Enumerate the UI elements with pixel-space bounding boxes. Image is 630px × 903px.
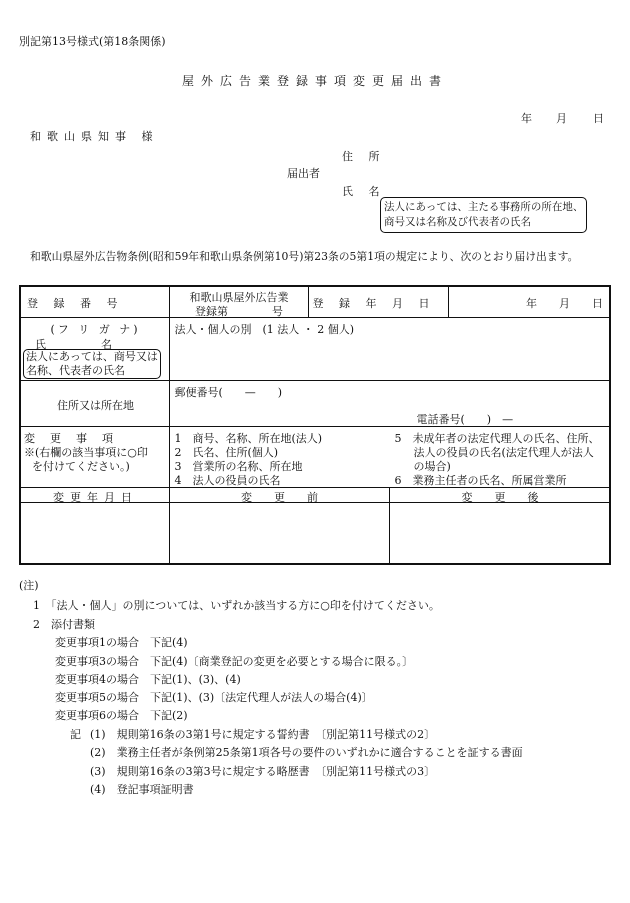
reg-prefix-line-1: 和歌山県屋外広告業 bbox=[189, 291, 289, 304]
reg-date-value-cell[interactable] bbox=[448, 286, 610, 317]
change-item-5[interactable]: 5 未成年者の法定代理人の氏名、住所、 bbox=[394, 431, 600, 445]
change-before-value[interactable] bbox=[169, 502, 389, 564]
applicant-address-label: 住 所 bbox=[342, 150, 386, 163]
change-items-note-1: ※(右欄の該当事項に○印 bbox=[24, 445, 148, 459]
ki-label: 記 bbox=[70, 728, 81, 741]
name-note-line-2: 名称、代表者の氏名 bbox=[26, 363, 125, 377]
address-label-cell bbox=[20, 380, 169, 426]
address-value-cell[interactable] bbox=[169, 380, 610, 426]
change-items-label: 変 更 事 項 bbox=[24, 431, 115, 445]
phone-field[interactable]: 電話番号( ) — bbox=[416, 412, 514, 426]
attach-doc-3: (3) 規則第16条の3第3号に規定する略歴書 〔別記第11号様式の3〕 bbox=[90, 765, 436, 778]
change-date-value[interactable] bbox=[20, 502, 169, 564]
registration-change-table bbox=[19, 285, 611, 565]
col-before-header bbox=[169, 487, 389, 502]
name-note-line-1: 法人にあっては、商号又は bbox=[26, 349, 158, 363]
postal-code-field[interactable]: 郵便番号( — ) bbox=[174, 385, 283, 399]
note-2: 2 添付書類 bbox=[33, 618, 95, 631]
name-value-cell[interactable] bbox=[169, 317, 610, 380]
change-item-1[interactable]: 1 商号、名称、所在地(法人) bbox=[174, 431, 323, 445]
attach-case-4: 変更事項4の場合 下記(1)、(3)、(4) bbox=[55, 673, 241, 686]
attach-doc-4: (4) 登記事項証明書 bbox=[90, 783, 194, 796]
page-title: 屋外広告業登録事項変更届出書 bbox=[181, 74, 448, 88]
col-after-label: 変 更 後 bbox=[461, 490, 539, 504]
applicant-name-label: 氏 名 bbox=[342, 185, 386, 198]
reg-number-label-cell bbox=[20, 286, 169, 317]
change-item-4[interactable]: 4 法人の役員の氏名 bbox=[174, 473, 281, 487]
reg-number-cell[interactable] bbox=[169, 286, 308, 317]
reg-date-value: 年 月 日 bbox=[526, 297, 603, 310]
address-label: 住所又は所在地 bbox=[57, 398, 134, 412]
change-item-3[interactable]: 3 営業所の名称、所在地 bbox=[174, 459, 303, 473]
attach-case-5: 変更事項5の場合 下記(1)、(3)〔法定代理人が法人の場合(4)〕 bbox=[55, 691, 373, 704]
name-label: 氏 名 bbox=[35, 337, 112, 351]
change-item-6[interactable]: 6 業務主任者の氏名、所属営業所 bbox=[394, 473, 567, 487]
corporate-note bbox=[380, 197, 587, 233]
attach-doc-2: (2) 業務主任者が条例第25条第1項各号の要件のいずれかに適合することを証する書面 bbox=[90, 746, 523, 759]
reg-number-label: 登 録 番 号 bbox=[27, 297, 124, 310]
attach-case-1: 変更事項1の場合 下記(4) bbox=[55, 636, 188, 649]
col-date-label: 変更年月日 bbox=[53, 490, 138, 504]
reg-prefix-line-2: 登録第 号 bbox=[195, 305, 283, 318]
notes-heading: (注) bbox=[19, 579, 39, 592]
corporate-note-line-2: 商号又は名称及び代表者の氏名 bbox=[384, 216, 531, 228]
col-before-label: 変 更 前 bbox=[241, 490, 318, 504]
corp-indiv-selector[interactable]: 法人・個人の別 (1 法人 ・ 2 個人) bbox=[174, 322, 355, 336]
change-items-note-2: を付けてください。) bbox=[32, 459, 130, 473]
attach-case-6: 変更事項6の場合 下記(2) bbox=[55, 709, 188, 722]
applicant-notifier-label: 届出者 bbox=[287, 167, 320, 180]
change-item-5-cont-2: の場合) bbox=[413, 459, 451, 473]
date-month: 月 bbox=[556, 112, 567, 125]
name-note bbox=[23, 349, 161, 379]
form-number: 別記第13号様式(第18条関係) bbox=[19, 35, 166, 48]
reg-date-label-cell bbox=[308, 286, 448, 317]
change-item-5-cont-1: 法人の役員の氏名(法定代理人が法人 bbox=[413, 445, 594, 459]
col-date-header bbox=[20, 487, 169, 502]
addressee: 和歌山県知事 様 bbox=[30, 130, 159, 143]
change-item-2[interactable]: 2 氏名、住所(個人) bbox=[174, 445, 279, 459]
change-items-cell[interactable] bbox=[169, 426, 610, 487]
corporate-note-line-1: 法人にあっては、主たる事務所の所在地、 bbox=[384, 201, 584, 213]
intro-text: 和歌山県屋外広告物条例(昭和59年和歌山県条例第10号)第23条の5第1項の規定により、次のとおり届け出ます。 bbox=[30, 250, 579, 263]
reg-date-label: 登 録 年 月 日 bbox=[312, 297, 436, 310]
change-items-label-cell bbox=[20, 426, 169, 487]
col-after-header bbox=[389, 487, 610, 502]
attach-doc-1: (1) 規則第16条の3第1号に規定する誓約書 〔別記第11号様式の2〕 bbox=[90, 728, 436, 741]
attach-case-3: 変更事項3の場合 下記(4)〔商業登記の変更を必要とする場合に限る。〕 bbox=[55, 655, 414, 668]
note-1: 1 「法人・個人」の別については、いずれか該当する方に○印を付けてください。 bbox=[33, 599, 440, 612]
furigana-label: (フ リ ガ ナ) bbox=[50, 322, 141, 336]
date-year: 年 bbox=[521, 112, 532, 125]
date-day: 日 bbox=[593, 112, 604, 125]
change-after-value[interactable] bbox=[389, 502, 610, 564]
name-label-cell bbox=[20, 317, 169, 380]
